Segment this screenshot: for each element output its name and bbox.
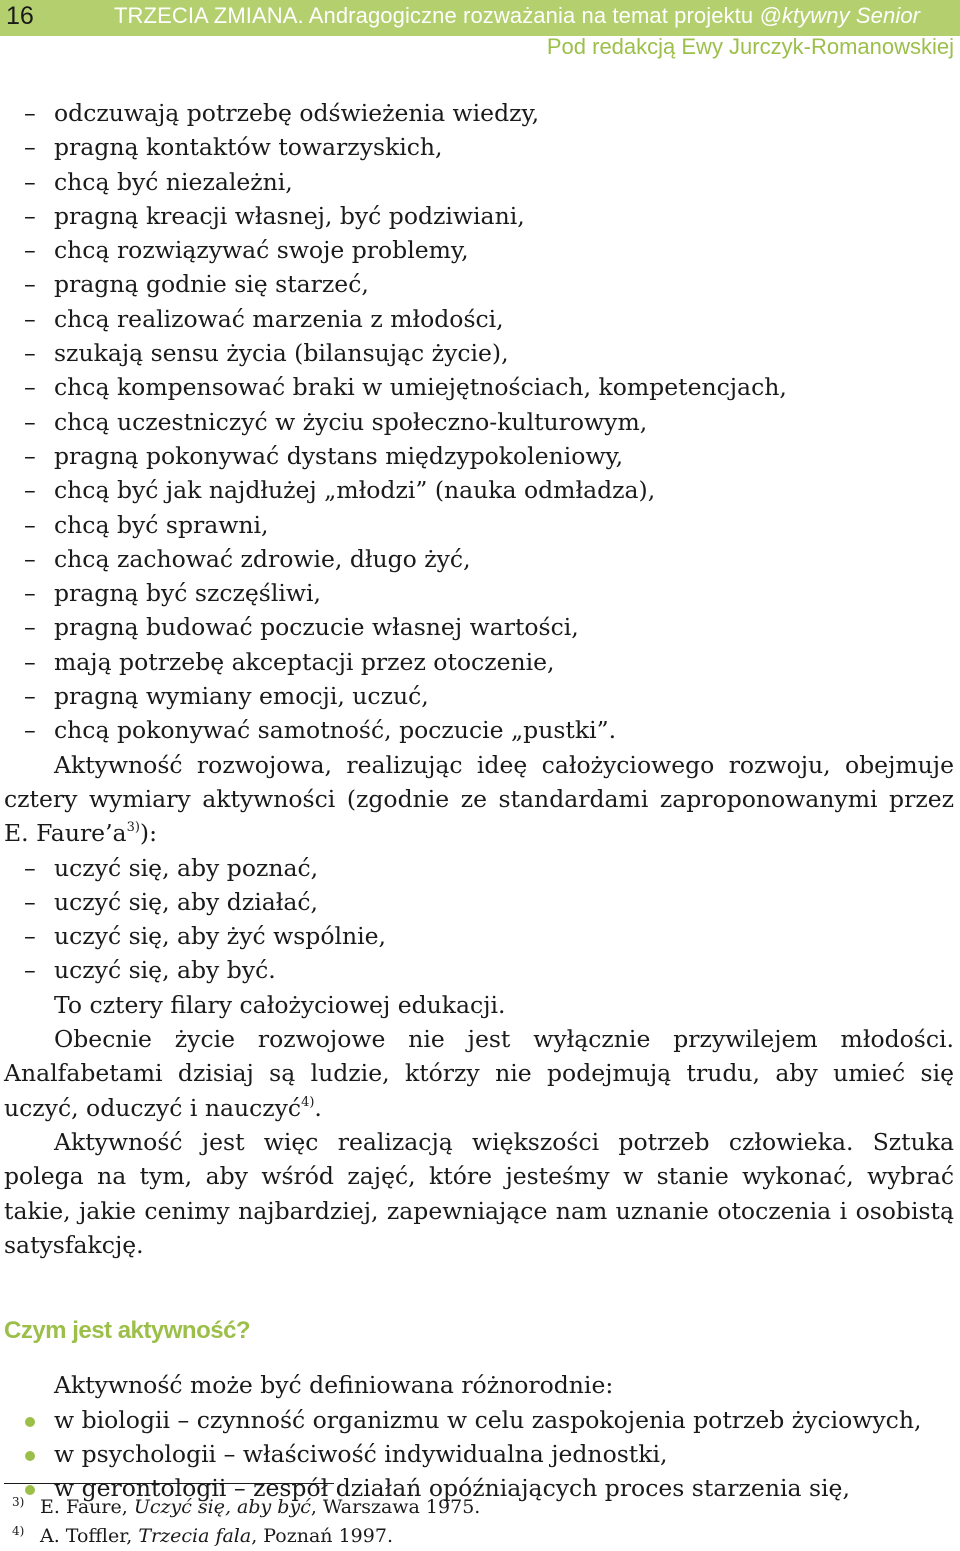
footnote-rest: , Warszawa 1975.: [310, 1496, 481, 1518]
footnote-mark: 4): [12, 1524, 25, 1538]
footnote-title: Trzecia fala: [138, 1525, 252, 1547]
footnote-ref[interactable]: 4): [301, 1094, 315, 1110]
list-item: – chcą być jak najdłużej „młodzi” (nauka odmładza),: [4, 473, 954, 507]
list-item: – chcą kompensować braki w umiejętnościach, kompetencjach,: [4, 370, 954, 404]
list-item: – chcą pokonywać samotność, poczucie „pustki”.: [4, 713, 954, 747]
paragraph-text: Aktywność rozwojowa, realizując ideę całożyciowego rozwoju, obejmuje cztery wymiary aktywności (zgodnie ze standardami zaproponowanymi przez E. Faure’a: [4, 750, 954, 848]
list-item: – uczyć się, aby poznać,: [4, 851, 954, 885]
list-item: – szukają sensu życia (bilansując życie),: [4, 336, 954, 370]
needs-list: [4, 96, 954, 748]
list-item: – uczyć się, aby być.: [4, 953, 954, 987]
list-item: – pragną wymiany emocji, uczuć,: [4, 679, 954, 713]
list-item: – uczyć się, aby żyć wspólnie,: [4, 919, 954, 953]
running-title: [114, 3, 920, 29]
list-item: w gerontologii – zespół działań opóźniających proces starzenia się,: [4, 1471, 954, 1505]
list-item: – chcą zachować zdrowie, długo żyć,: [4, 542, 954, 576]
editor-line: Pod redakcją Ewy Jurczyk-Romanowskiej: [546, 34, 954, 59]
list-item: – pragną być szczęśliwi,: [4, 576, 954, 610]
project-brand: @ktywny Senior: [759, 3, 921, 28]
list-item: – mają potrzebę akceptacji przez otoczenie,: [4, 645, 954, 679]
list-item: – chcą uczestniczyć w życiu społeczno-kulturowym,: [4, 405, 954, 439]
list-item: – odczuwają potrzebę odświeżenia wiedzy,: [4, 96, 954, 130]
page-number: 16: [6, 2, 34, 30]
footnotes: [4, 1493, 480, 1551]
page-body: [4, 96, 954, 1506]
paragraph-activity: Aktywność jest więc realizacją większości potrzeb człowieka. Sztuka polega na tym, aby wśród zajęć, które jesteśmy w stanie wykonać, wybrać takie, jakie cenimy najbardziej, zapewniające nam uznanie otoczenia i osobistą satysfakcję.: [4, 1127, 954, 1259]
list-item: – chcą rozwiązywać swoje problemy,: [4, 233, 954, 267]
section-heading: Czym jest aktywność?: [4, 1317, 251, 1345]
list-item: – pragną kontaktów towarzyskich,: [4, 130, 954, 164]
pillars-line: To cztery filary całożyciowej edukacji.: [54, 990, 506, 1019]
list-item: w biologii – czynność organizmu w celu zaspokojenia potrzeb życiowych,: [4, 1403, 954, 1437]
running-title-text: TRZECIA ZMIANA. Andragogiczne rozważania na temat projektu: [114, 3, 760, 28]
paragraph-development: [4, 748, 954, 851]
footnote-mark: 3): [12, 1495, 25, 1509]
list-item: – chcą być sprawni,: [4, 508, 954, 542]
paragraph-tail: .: [314, 1093, 322, 1122]
list-item: – pragną godnie się starzeć,: [4, 267, 954, 301]
footnote-separator: [4, 1483, 334, 1484]
paragraph-tail: ):: [139, 819, 158, 848]
list-item: – chcą realizować marzenia z młodości,: [4, 302, 954, 336]
list-item: – pragną kreacji własnej, być podziwiani,: [4, 199, 954, 233]
list-item: – pragną pokonywać dystans międzypokoleniowy,: [4, 439, 954, 473]
list-item: – uczyć się, aby działać,: [4, 885, 954, 919]
paragraph-text: Obecnie życie rozwojowe nie jest wyłącznie przywilejem młodości. Analfabetami dzisiaj są ludzie, którzy nie podejmują trudu, aby umieć się uczyć, oduczyć i nauczyć: [4, 1025, 954, 1122]
footnote-author: A. Toffler,: [40, 1525, 139, 1547]
footnote-author: E. Faure,: [40, 1496, 134, 1518]
footnote: [4, 1522, 480, 1551]
definitions-list: [4, 1403, 954, 1506]
list-item: – chcą być niezależni,: [4, 165, 954, 199]
footnote-rest: , Poznań 1997.: [251, 1525, 393, 1547]
learning-list: [4, 851, 954, 988]
list-item: – pragną budować poczucie własnej wartości,: [4, 610, 954, 644]
paragraph-now: [4, 1022, 954, 1125]
definition-intro: Aktywność może być definiowana różnorodnie:: [54, 1371, 614, 1400]
list-item: w psychologii – właściwość indywidualna jednostki,: [4, 1437, 954, 1471]
footnote: [4, 1493, 480, 1522]
footnote-ref[interactable]: 3): [126, 820, 140, 836]
footnote-title: Uczyć się, aby być: [133, 1496, 311, 1518]
